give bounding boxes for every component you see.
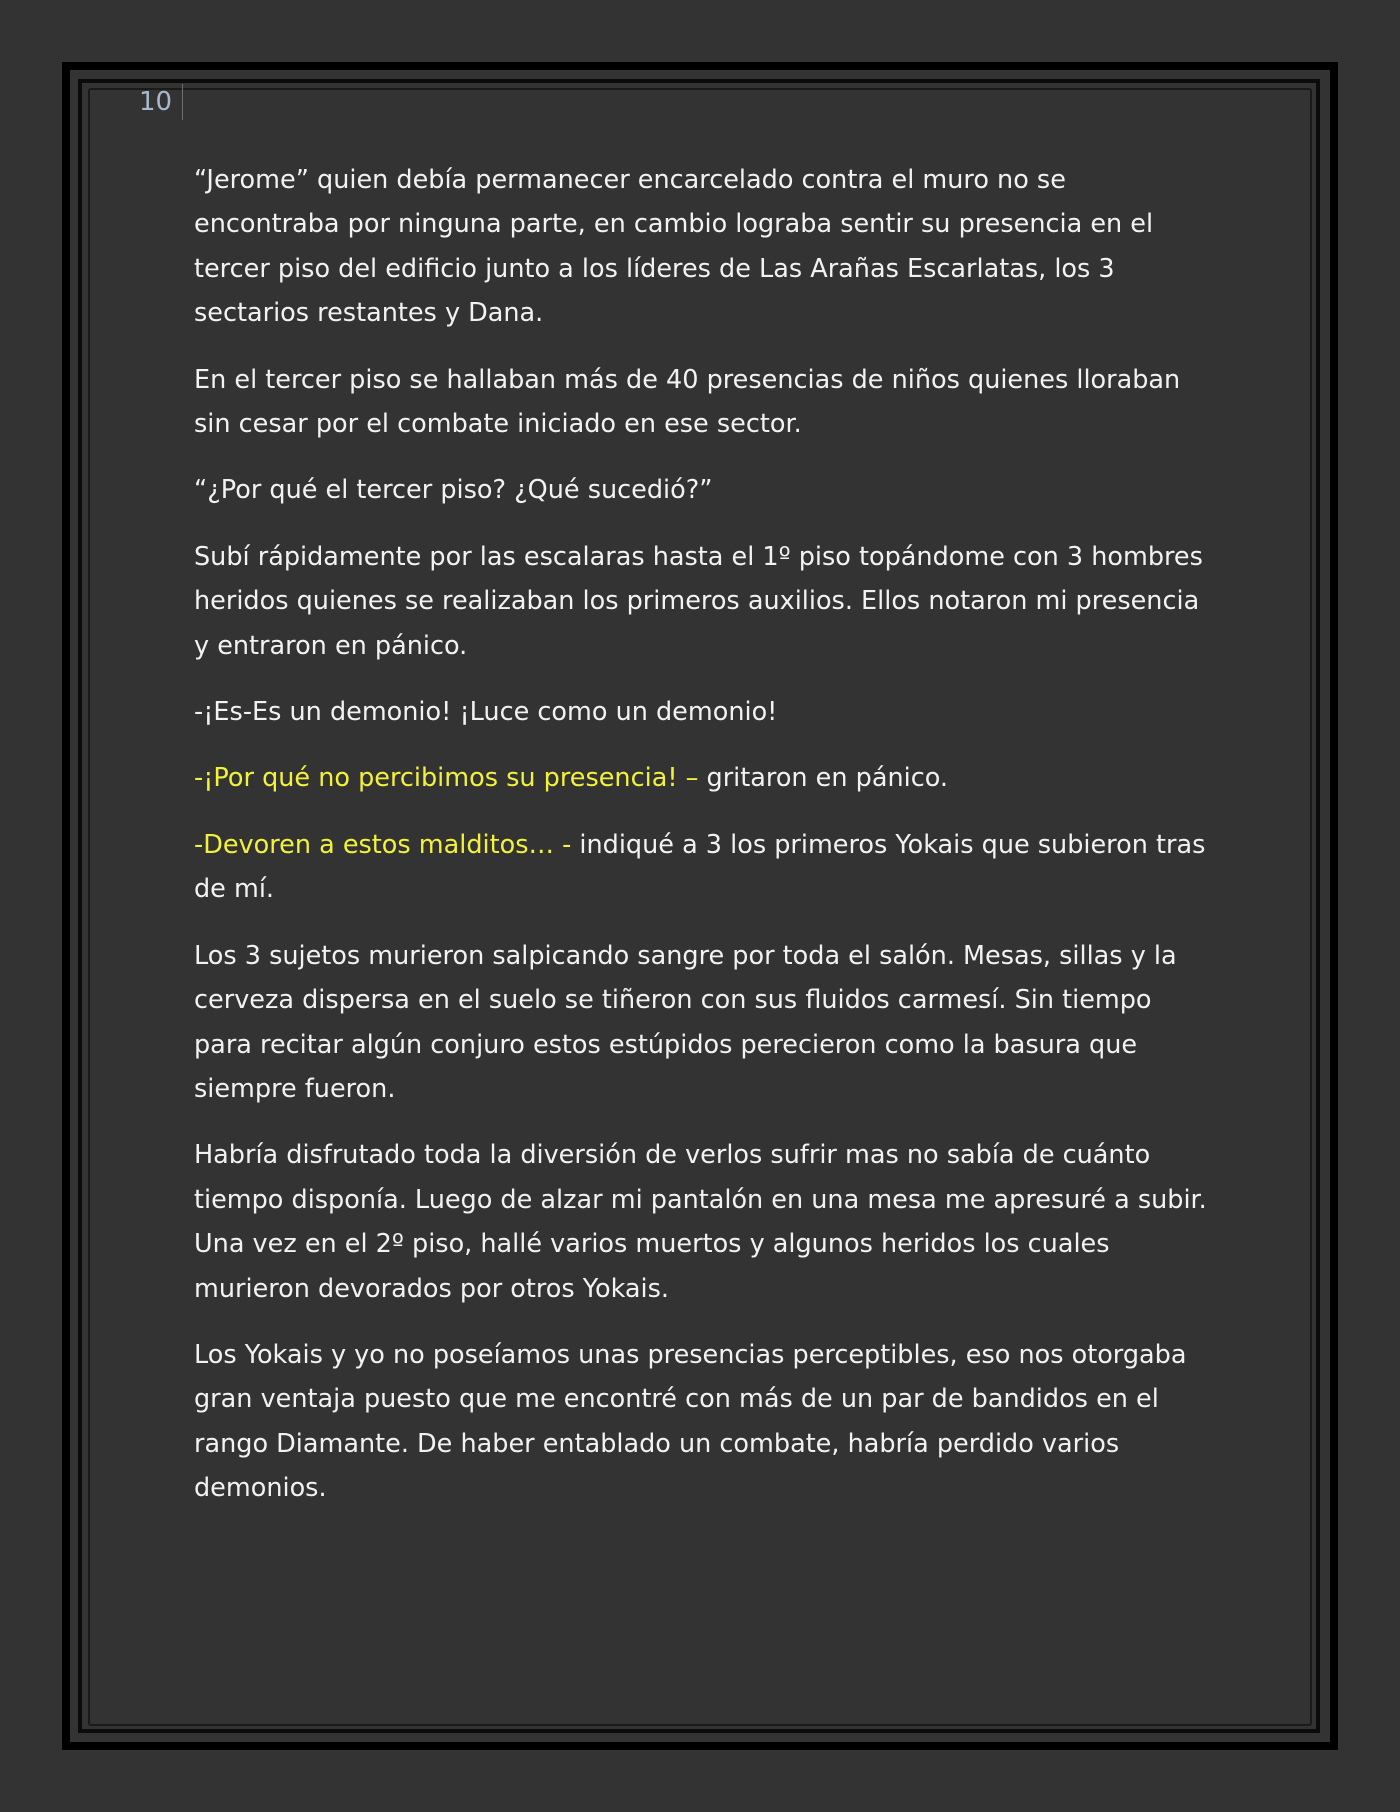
paragraph-8: Los 3 sujetos murieron salpicando sangre por toda el salón. Mesas, sillas y la cerveza dispersa en el suelo se tiñeron con sus fluidos carmesí. Sin tiempo para recitar algún conjuro estos estúpidos perecieron como la basura que siempre fueron. [194,940,1177,1104]
dialogue-narration: indiqué a 3 los primeros Yokais que subieron tras de mí. [194,829,1206,905]
dialogue-narration: gritaron en pánico. [698,763,948,794]
paragraph-2: En el tercer piso se hallaban más de 40 presencias de niños quienes lloraban sin cesar por el combate iniciado en ese sector. [194,364,1181,440]
dialogue-speech: -Devoren a estos malditos… - [194,829,572,860]
paragraph-dialogue-1: -¡Es-Es un demonio! ¡Luce como un demonio! [194,697,778,728]
paragraph-thought: “¿Por qué el tercer piso? ¿Qué sucedió?” [194,475,713,506]
paragraph-9: Habría disfrutado toda la diversión de verlos sufrir mas no sabía de cuánto tiempo disponía. Luego de alzar mi pantalón en una mesa me apresuré a subir. Una vez en el 2º piso, hallé varios muertos y algunos heridos los cuales murieron devorados por otros Yokais. [194,1140,1207,1304]
paragraph-dialogue-3 [194,823,1216,912]
paragraph-4: Subí rápidamente por las escalaras hasta el 1º piso topándome con 3 hombres heridos quienes se realizaban los primeros auxilios. Ellos notaron mi presencia y entraron en pánico. [194,541,1203,661]
paragraph-10: Los Yokais y yo no poseíamos unas presencias perceptibles, eso nos otorgaba gran ventaja puesto que me encontré con más de un par de bandidos en el rango Diamante. De haber entablado un combate, habría perdido varios demonios. [194,1339,1187,1504]
paragraph-dialogue-2 [194,756,1216,800]
page-number: 10 [139,84,183,120]
paragraph-1: “Jerome” quien debía permanecer encarcelado contra el muro no se encontraba por ninguna parte, en cambio lograba sentir su presencia en el tercer piso del edificio junto a los líderes de Las Arañas Escarlatas, los 3 sectarios restantes y Dana. [194,165,1154,329]
dialogue-speech: -¡Por qué no percibimos su presencia! – [194,763,699,794]
story-text [194,158,1216,1533]
